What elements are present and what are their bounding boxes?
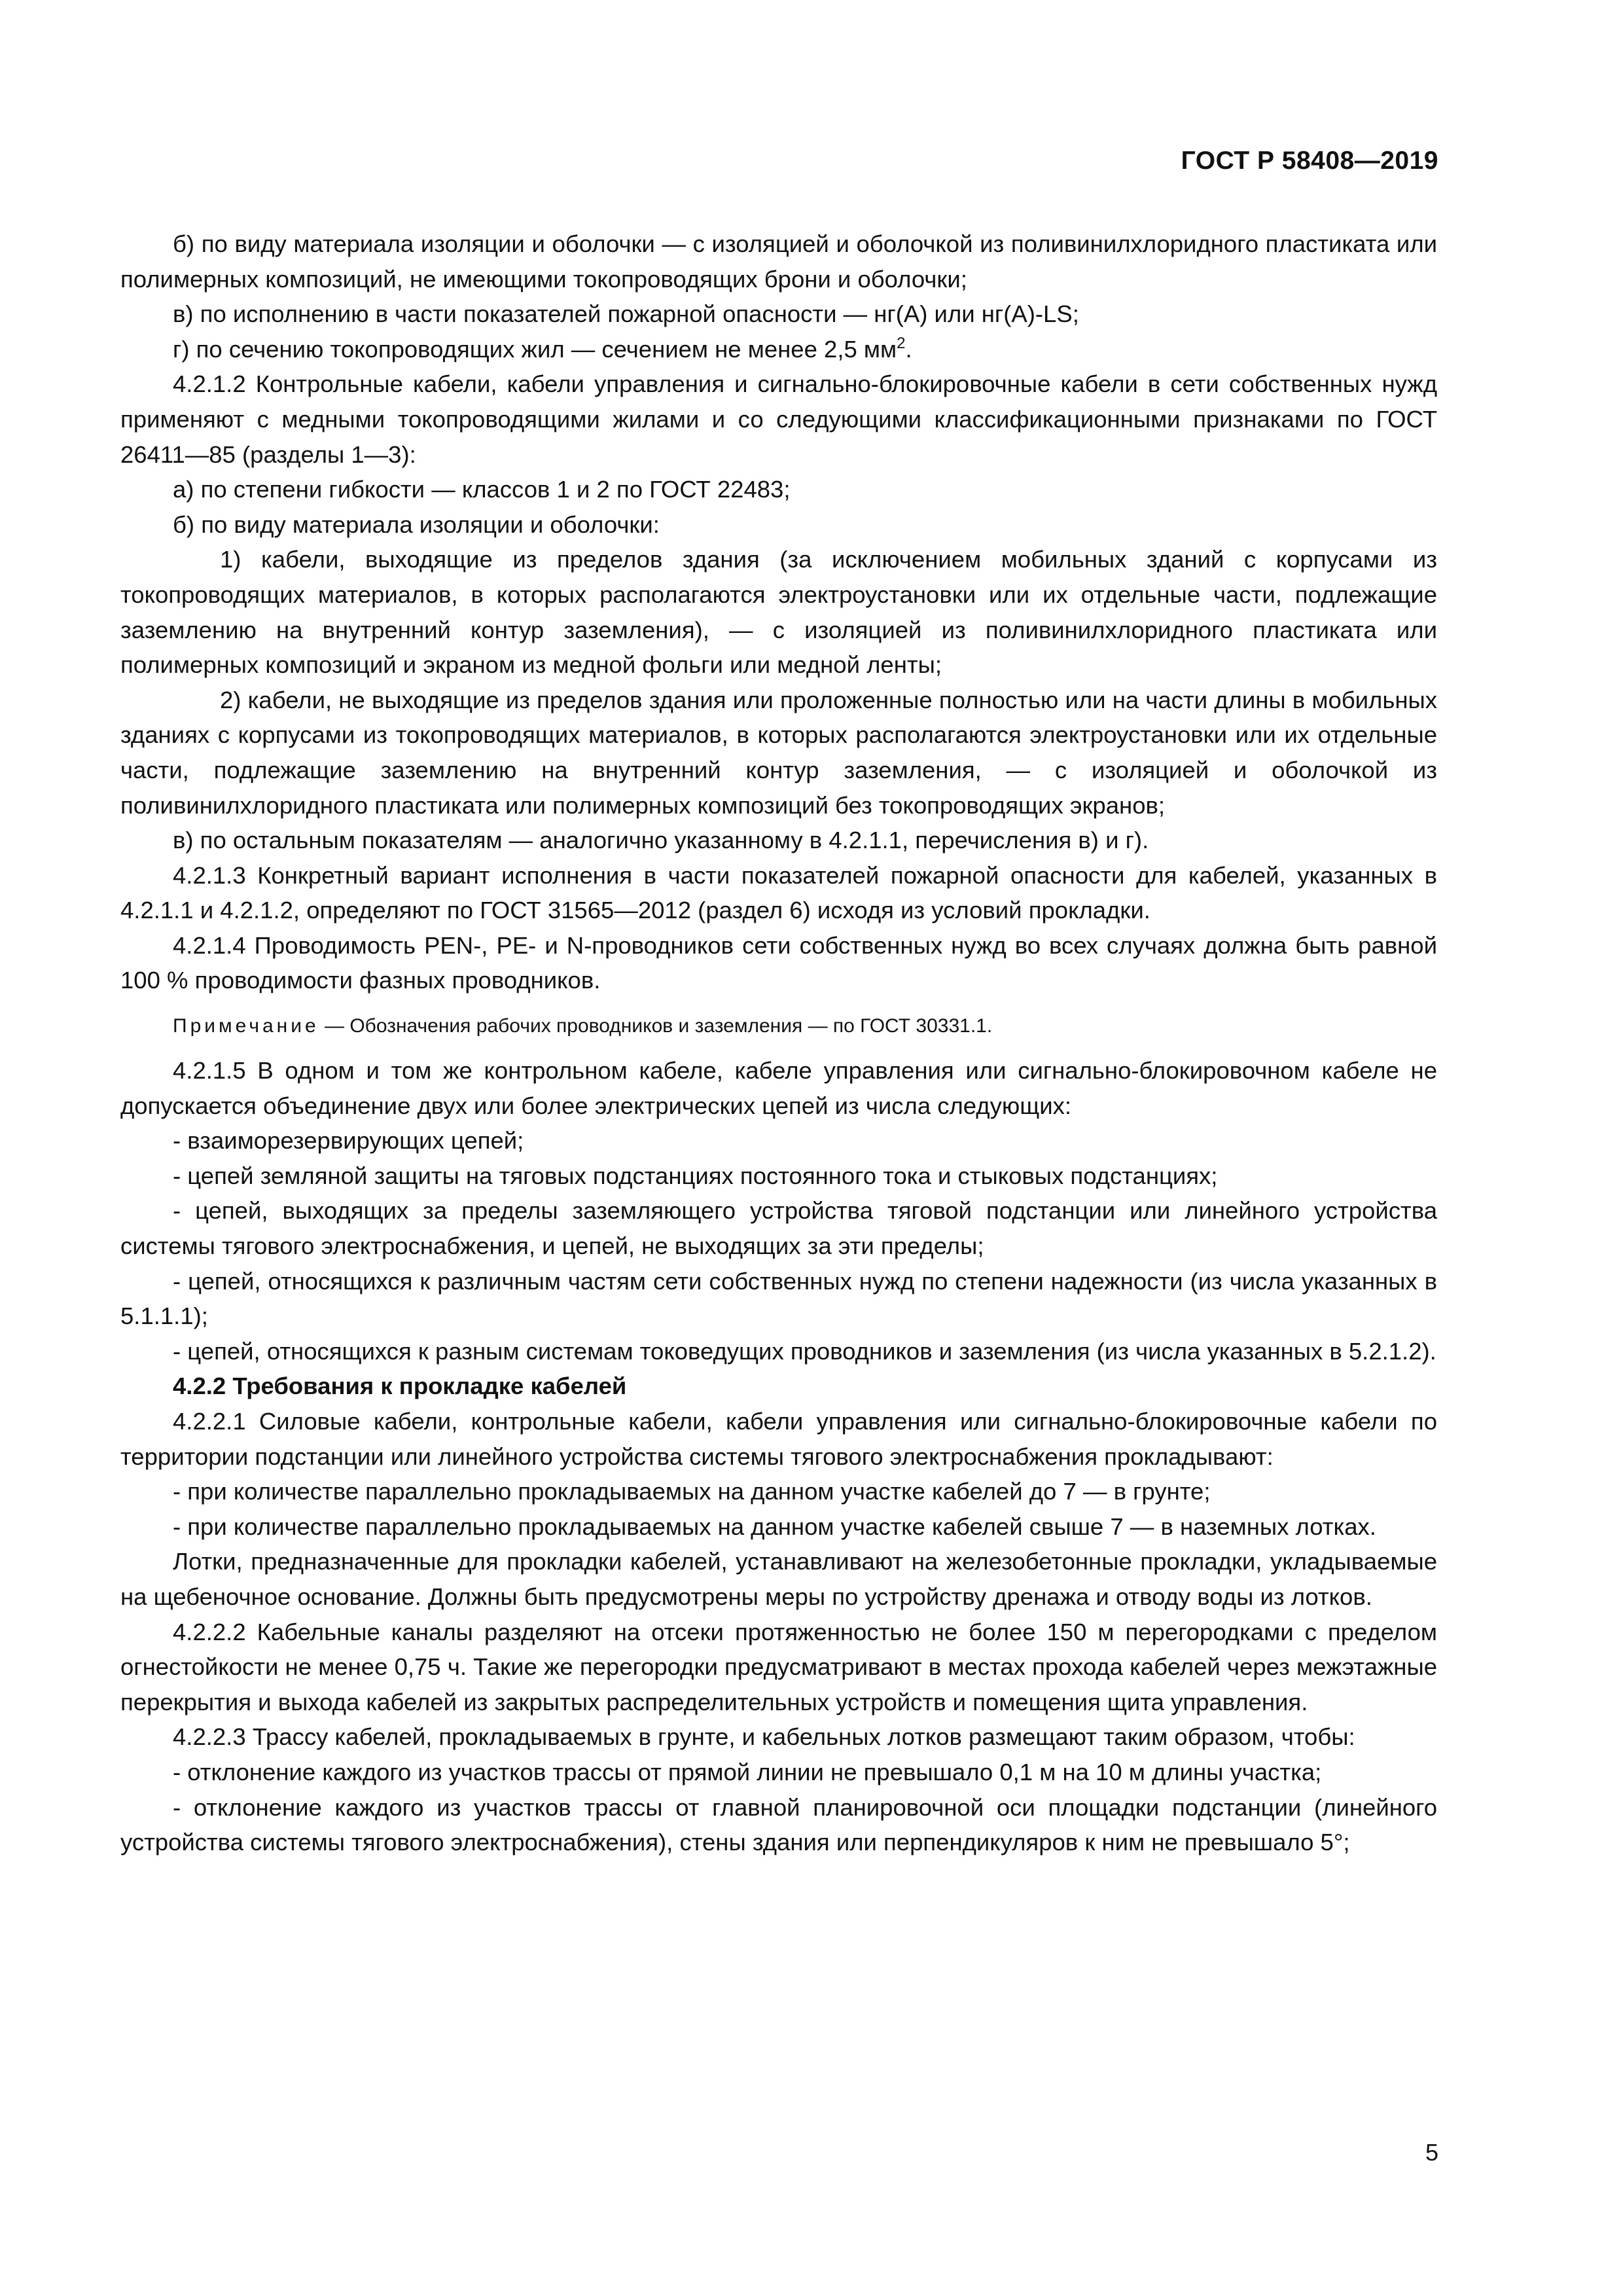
- section-heading: 4.2.2 Требования к прокладке кабелей: [173, 1372, 627, 1400]
- clause-4-2-1-5: 4.2.1.5 В одном и том же контрольном кабеле, кабеле управления или сигнально-блокировочном кабеле не допускается объединение двух или более электрических цепей из числа следующих:: [120, 1057, 1437, 1119]
- paragraph: Лотки, предназначенные для прокладки кабелей, устанавливают на железобетонные прокладки, укладываемые на щебеночное основание. Должны быть предусмотрены меры по устройству дренажа и отводу воды из лотков.: [120, 1548, 1437, 1610]
- list-item: - цепей, относящихся к разным системам токоведущих проводников и заземления (из числа указанных в 5.2.1.2).: [173, 1337, 1436, 1365]
- paragraph: [120, 332, 1437, 367]
- paragraph: 1) кабели, выходящие из пределов здания (за исключением мобильных зданий с корпусами из токопроводящих материалов, в которых располагаются электроустановки или их отдельные части, подлежащие заземлению на внутренний контур заземления), — с изоляцией из поливинилхлоридного пластиката или полимерных композиций и экраном из медной фольги или медной ленты;: [120, 546, 1437, 679]
- list-item: - при количестве параллельно прокладываемых на данном участке кабелей до 7 — в грунте;: [173, 1478, 1211, 1505]
- superscript: 2: [897, 334, 906, 352]
- paragraph: б) по виду материала изоляции и оболочки — с изоляцией и оболочкой из поливинилхлоридного пластиката или полимерных композиций, не имеющими токопроводящих брони и оболочки;: [120, 230, 1437, 293]
- paragraph: б) по виду материала изоляции и оболочки:: [173, 511, 660, 538]
- note: [120, 1011, 1437, 1041]
- list-item: - цепей, выходящих за пределы заземляющего устройства тяговой подстанции или линейного устройства системы тягового электроснабжения, и цепей, не выходящих за эти пределы;: [120, 1197, 1437, 1260]
- paragraph: в) по исполнению в части показателей пожарной опасности — нг(А) или нг(А)-LS;: [173, 300, 1079, 328]
- list-item: - цепей земляной защиты на тяговых подстанциях постоянного тока и стыковых подстанциях;: [173, 1162, 1218, 1189]
- clause-4-2-1-3: 4.2.1.3 Конкретный вариант исполнения в части показателей пожарной опасности для кабелей, указанных в 4.2.1.1 и 4.2.1.2, определяют по ГОСТ 31565—2012 (раздел 6) исходя из условий прокладки.: [120, 861, 1437, 924]
- note-text: — Обозначения рабочих проводников и заземления — по ГОСТ 30331.1.: [319, 1015, 993, 1037]
- list-item: - при количестве параллельно прокладываемых на данном участке кабелей свыше 7 — в наземных лотках.: [173, 1513, 1376, 1540]
- clause-4-2-2-3: 4.2.2.3 Трассу кабелей, прокладываемых в грунте, и кабельных лотков размещают таким образом, чтобы:: [173, 1723, 1355, 1751]
- paragraph: в) по остальным показателям — аналогично указанному в 4.2.1.1, перечисления в) и г).: [173, 827, 1149, 854]
- document-body: [120, 226, 1437, 1860]
- list-item: - отклонение каждого из участков трассы от главной планировочной оси площадки подстанции (линейного устройства системы тягового электроснабжения), стены здания или перпендикуляров к ним не превышало 5°;: [120, 1793, 1437, 1856]
- paragraph-text: г) по сечению токопроводящих жил — сечением не менее 2,5 мм: [173, 335, 897, 363]
- paragraph: 2) кабели, не выходящие из пределов здания или проложенные полностью или на части длины в мобильных зданиях с корпусами из токопроводящих материалов, в которых располагаются электроустановки или их отдельные части, подлежащие заземлению на внутренний контур заземления, — с изоляцией и оболочкой из поливинилхлоридного пластиката или полимерных композиций без токопроводящих экранов;: [120, 686, 1437, 819]
- list-item: - цепей, относящихся к различным частям сети собственных нужд по степени надежности (из числа указанных в 5.1.1.1);: [120, 1267, 1437, 1330]
- clause-4-2-1-4: 4.2.1.4 Проводимость PEN-, PE- и N-проводников сети собственных нужд во всех случаях должна быть равной 100 % проводимости фазных проводников.: [120, 931, 1437, 994]
- document-code-header: ГОСТ Р 58408—2019: [1181, 147, 1438, 175]
- clause-4-2-1-2: 4.2.1.2 Контрольные кабели, кабели управления и сигнально-блокировочные кабели в сети собственных нужд применяют с медными токопроводящими жилами и со следующими классификационными признаками по ГОСТ 26411—85 (разделы 1—3):: [120, 370, 1437, 468]
- clause-4-2-2-2: 4.2.2.2 Кабельные каналы разделяют на отсеки протяженностью не более 150 м перегородками с пределом огнестойкости не менее 0,75 ч. Такие же перегородки предусматривают в местах прохода кабелей через межэтажные перекрытия и выхода кабелей из закрытых распределительных устройств и помещения щита управления.: [120, 1618, 1437, 1715]
- list-item: - отклонение каждого из участков трассы от прямой линии не превышало 0,1 м на 10 м длины участка;: [173, 1758, 1322, 1785]
- clause-4-2-2-1: 4.2.2.1 Силовые кабели, контрольные кабели, кабели управления или сигнально-блокировочные кабели по территории подстанции или линейного устройства системы тягового электроснабжения прокладывают:: [120, 1408, 1437, 1470]
- paragraph-end: .: [905, 335, 912, 363]
- note-label: Примечание: [173, 1015, 319, 1037]
- paragraph: а) по степени гибкости — классов 1 и 2 по ГОСТ 22483;: [173, 476, 791, 503]
- page-number: 5: [1425, 2139, 1438, 2166]
- list-item: - взаиморезервирующих цепей;: [173, 1127, 524, 1155]
